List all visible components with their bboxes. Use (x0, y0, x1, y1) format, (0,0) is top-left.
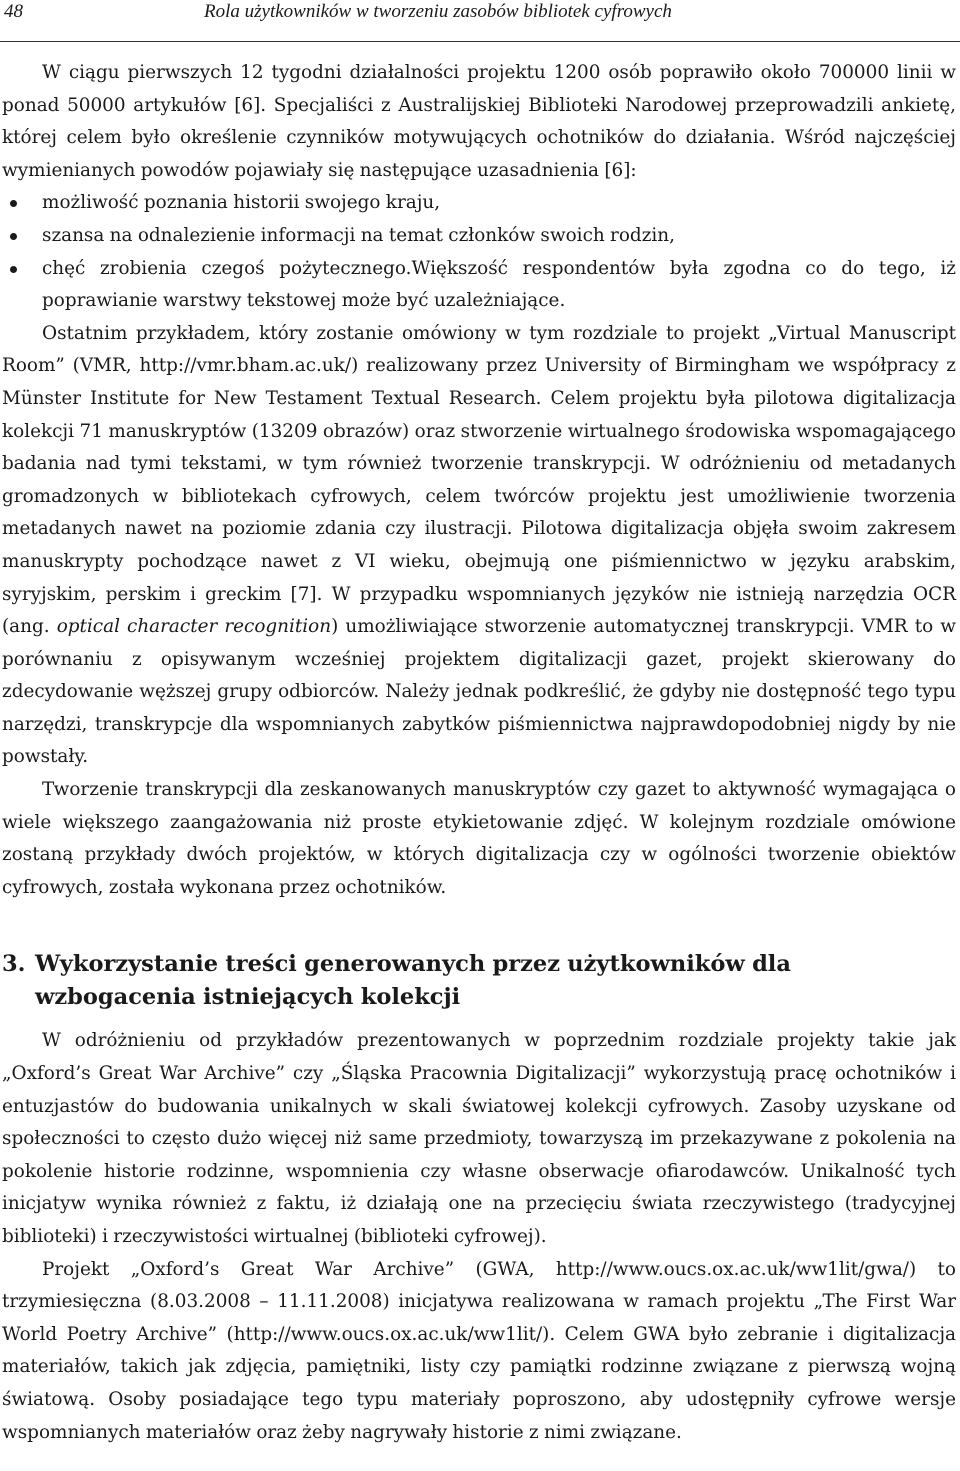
paragraph-intro (2, 57, 956, 187)
paragraph-vmr (2, 318, 956, 774)
paragraph-gwa: Projekt „Oxford’s Great War Archive” (GWA, http://www.oucs.ox.ac.uk/ww1lit/gwa/) to trzymiesięczna (8.03.2008 – 11.11.2008) inicjatywa realizowana w ramach projektu „The First War World Poetry Archive” (http://www.oucs.ox.ac.uk/ww1lit/). Celem GWA było zebranie i digitalizacja materiałów, takich jak zdjęcia, pamiętniki, listy czy pamiątki rodzinne związane z pierwszą wojną światową. Osoby posiadające tego typu materiały poproszono, aby udostępniły cyfrowe wersje wspomnianych materiałów oraz żeby nagrywały historie z nimi związane. (2, 1258, 956, 1443)
section-title: Wykorzystanie treści generowanych przez użytkowników dla wzbogacenia istniejących kolekcji (35, 951, 791, 1010)
page-body (2, 57, 956, 1449)
header-rule (0, 41, 960, 42)
motivation-list (2, 187, 956, 317)
paragraph-text: W ciągu pierwszych 12 tygodni działalności projektu 1200 osób poprawiło około 700000 linii w ponad 50000 artykułów [6]. Specjaliści z Australijskiej Biblioteki Narodowej przeprowadzili ankietę, której celem było określenie czynników motywujących ochotników do działania. Wśród najczęściej wymienianych powodów pojawiały się następujące uzasadnienia [6]: (2, 62, 956, 181)
list-item: szansa na odnalezienie informacji na temat członków swoich rodzin, (42, 220, 956, 253)
page-header (0, 0, 960, 46)
section-number: 3. (2, 951, 26, 978)
page-number: 48 (4, 1, 23, 22)
paragraph-text: Ostatnim przykładem, który zostanie omówiony w tym rozdziale to projekt „Virtual Manuscript Room” (VMR, http://vmr.bham.ac.uk/) realizowany przez University of Birmingham we współpracy z Münster Institute for New Testament Textual Research. Celem projektu była pilotowa digitalizacja kolekcji 71 manuskryptów (13209 obrazów) oraz stworzenie wirtualnego środowiska wspomagającego badania nad tymi tekstami, w tym również tworzenie transkrypcji. W odróżnieniu od metadanych gromadzonych w bibliotekach cyfrowych, celem twórców projektu jest umożliwienie tworzenia metadanych nawet na poziomie zdania czy ilustracji. Pilotowa digitalizacja objęła swoim zakresem manuskrypty pochodzące nawet z VI wieku, obejmują one piśmiennictwo w języku arabskim, syryjskim, perskim i greckim [7]. W przypadku wspomnianych języków nie istnieją narzędzia OCR (ang. (2, 322, 956, 638)
list-item: chęć zrobienia czegoś pożytecznego.Większość respondentów była zgodna co do tego, iż poprawianie warstwy tekstowej może być uzależniające. (42, 253, 956, 318)
paragraph-community: W odróżnieniu od przykładów prezentowanych w poprzednim rozdziale projekty takie jak „Oxford’s Great War Archive” czy „Śląska Pracownia Digitalizacji” wykorzystują pracę ochotników i entuzjastów do budowania unikalnych w skali światowej kolekcji cyfrowych. Zasoby uzyskane od społeczności to często dużo więcej niż same przedmioty, towarzyszą im przekazywane z pokolenia na pokolenie historie rodzinne, wspomnienia czy własne obserwacje ofiarodawców. Unikalność tych inicjatyw wynika również z faktu, iż działają one na przecięciu świata rzeczywistego (tradycyjnej biblioteki) i rzeczywistości wirtualnej (biblioteki cyfrowej). (2, 1030, 956, 1247)
paragraph-text: ) umożliwiające stworzenie automatycznej transkrypcji. VMR to w porównaniu z opisywanym wcześniej projektem digitalizacji gazet, projekt skierowany do zdecydowanie węższej grupy odbiorców. Należy jednak podkreślić, że gdyby nie dostępność tego typu narzędzi, transkrypcje dla wspomnianych zabytków piśmiennictwa najprawdopodobniej nigdy by nie powstały. (2, 616, 957, 768)
list-item: możliwość poznania historii swojego kraju, (42, 187, 956, 220)
paragraph-transcription: Tworzenie transkrypcji dla zeskanowanych manuskryptów czy gazet to aktywność wymagająca o wiele większego zaangażowania niż proste etykietowanie zdjęć. W kolejnym rozdziale omówione zostaną przykłady dwóch projektów, w których digitalizacja czy w ogólności tworzenie obiektów cyfrowych, została wykonana przez ochotników. (2, 779, 956, 898)
section-heading (2, 948, 956, 1013)
running-title: Rola użytkowników w tworzeniu zasobów bibliotek cyfrowych (204, 1, 672, 22)
emphasis-text: optical character recognition (56, 616, 332, 638)
